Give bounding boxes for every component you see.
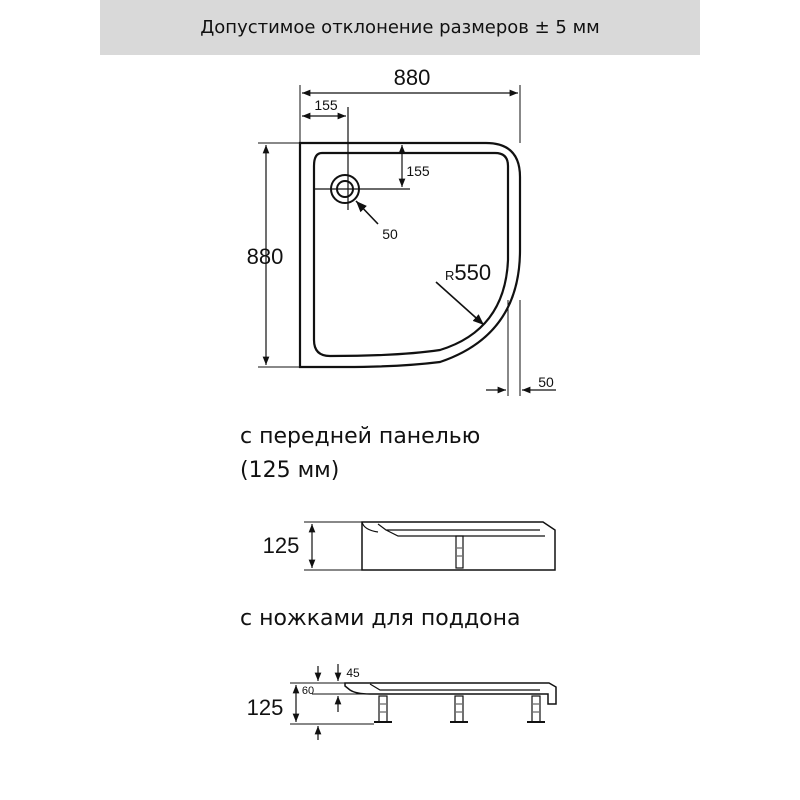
tray-inner-outline: [314, 153, 508, 356]
tray-leg: [450, 696, 468, 722]
tray-height-label: 45: [346, 666, 360, 680]
drain-diameter-label: 50: [382, 226, 398, 242]
panel-tray-lip: [362, 522, 378, 532]
drain-offset-x-label: 155: [314, 97, 338, 113]
drain-diameter-leader: [356, 201, 378, 224]
leg-height-label: 60: [301, 685, 315, 697]
panel-leg: [456, 536, 463, 568]
width-label: 880: [393, 65, 431, 90]
radius-label: [445, 260, 491, 285]
legs-tray-body: [345, 683, 556, 704]
rim-label: 50: [538, 374, 554, 390]
top-view: [258, 85, 556, 396]
panel-side-view: [304, 522, 555, 570]
height-label: 880: [246, 244, 284, 269]
radius-prefix: R: [445, 268, 455, 283]
tray-leg: [527, 696, 545, 722]
panel-caption-line2: (125 мм): [240, 458, 340, 483]
legs-tray-top: [370, 684, 540, 690]
panel-tray-top: [378, 524, 545, 536]
panel-caption-line1: с передней панелью: [240, 424, 481, 449]
legs-side-view: [290, 664, 556, 740]
panel-height-label: 125: [262, 533, 300, 558]
legs-total-height-label: 125: [246, 695, 284, 720]
drain-offset-y-label: 155: [406, 163, 430, 179]
radius-value: 550: [454, 260, 492, 285]
radius-leader: [436, 282, 484, 325]
tolerance-text: Допустимое отклонение размеров ± 5 мм: [200, 17, 600, 38]
panel-tray-body: [362, 522, 555, 570]
tray-leg: [374, 696, 392, 722]
legs-caption: с ножками для поддона: [240, 606, 521, 631]
